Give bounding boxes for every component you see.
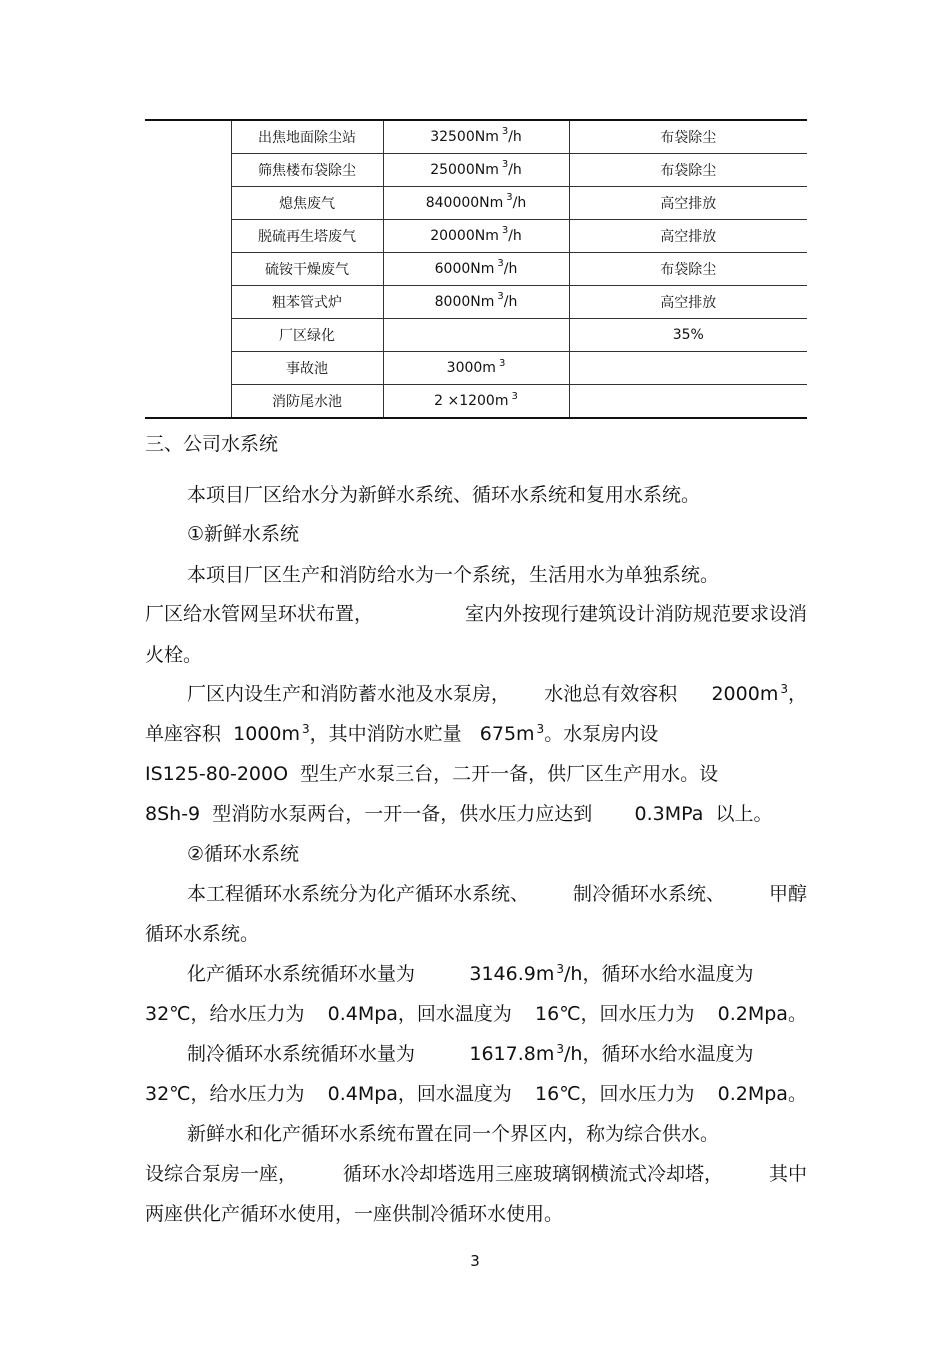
paragraph-line: 厂区内设生产和消防蓄水池及水泵房， 水池总有效容积 2000m $^3$， [187, 682, 807, 705]
table-row [145, 253, 807, 286]
table-cell-value: 2 ×1200m $^3$ [383, 385, 569, 419]
table-cell-name: 硫铵干燥废气 [231, 253, 383, 286]
table-cell-name: 脱硫再生塔废气 [231, 220, 383, 253]
paragraph-intro: 本项目厂区给水分为新鲜水系统、循环水系统和复用水系统。 [187, 484, 701, 506]
table-row [145, 154, 807, 187]
table-cell-value [383, 319, 569, 352]
table-cell-method: 高空排放 [569, 286, 807, 319]
table-blank-cell [145, 120, 231, 154]
paragraph-line: 8Sh-9 型消防水泵两台，一开一备，供水压力应达到 0.3MPa 以上。 [145, 803, 773, 825]
subheading-circulating-water: ②循环水系统 [187, 843, 300, 865]
paragraph-line: 本项目厂区生产和消防给水为一个系统，生活用水为单独系统。 [187, 564, 720, 586]
table-row [145, 319, 807, 352]
table-cell-value: 6000Nm $^{3/h}$ [383, 253, 569, 286]
table-cell-name: 事故池 [231, 352, 383, 385]
paragraph-line: 单座容积 1000m $^3$，其中消防水贮量 675m $^3$。水泵房内设 [145, 722, 659, 745]
table-cell-method: 布袋除尘 [569, 154, 807, 187]
table-blank-cell [145, 154, 231, 187]
table-cell-method [569, 352, 807, 385]
table-cell-name: 粗苯管式炉 [231, 286, 383, 319]
table-blank-cell [145, 319, 231, 352]
paragraph-line: 设综合泵房一座， 循环水冷却塔选用三座玻璃钢横流式冷却塔， 其中 [145, 1163, 807, 1185]
paragraph-line: 32℃，给水压力为 0.4Mpa，回水温度为 16℃，回水压力为 0.2Mpa。 [145, 1003, 807, 1025]
table-cell-value: 3000m $^3$ [383, 352, 569, 385]
table-cell-name: 筛焦楼布袋除尘 [231, 154, 383, 187]
table-cell-value: 20000Nm $^{3/h}$ [383, 220, 569, 253]
table-row [145, 286, 807, 319]
paragraph-line: 火栓。 [145, 644, 203, 666]
section-heading: 三、公司水系统 [145, 433, 279, 455]
table-cell-method [569, 385, 807, 419]
table-row [145, 352, 807, 385]
table-blank-cell [145, 352, 231, 385]
table-cell-method: 高空排放 [569, 187, 807, 220]
table-cell-method: 35% [569, 319, 807, 352]
paragraph-line: 本工程循环水系统分为化产循环水系统、 制冷循环水系统、 甲醇 [187, 883, 807, 905]
table-row [145, 385, 807, 419]
table-blank-cell [145, 220, 231, 253]
table-row [145, 120, 807, 154]
table-blank-cell [145, 187, 231, 220]
table-blank-cell [145, 286, 231, 319]
table-cell-value: 840000Nm $^{3/h}$ [383, 187, 569, 220]
emission-table [145, 119, 807, 419]
paragraph-line: IS125-80-200O 型生产水泵三台，二开一备，供厂区生产用水。设 [145, 763, 719, 785]
paragraph-line: 两座供化产循环水使用，一座供制冷循环水使用。 [145, 1203, 564, 1225]
paragraph-line: 化产循环水系统循环水量为 3146.9m $^3$/h，循环水给水温度为 [187, 962, 754, 985]
table-cell-name: 厂区绿化 [231, 319, 383, 352]
table-cell-method: 布袋除尘 [569, 253, 807, 286]
table-cell-name: 出焦地面除尘站 [231, 120, 383, 154]
page-number: 3 [470, 1252, 480, 1270]
paragraph-line: 制冷循环水系统循环水量为 1617.8m $^3$/h，循环水给水温度为 [187, 1042, 754, 1065]
table-blank-cell [145, 385, 231, 419]
table-cell-method: 高空排放 [569, 220, 807, 253]
table-cell-method: 布袋除尘 [569, 120, 807, 154]
table-blank-cell [145, 253, 231, 286]
subheading-fresh-water: ①新鲜水系统 [187, 523, 300, 545]
paragraph-line: 循环水系统。 [145, 923, 260, 945]
paragraph-line: 32℃，给水压力为 0.4Mpa，回水温度为 16℃，回水压力为 0.2Mpa。 [145, 1083, 807, 1105]
paragraph-line: 厂区给水管网呈环状布置， 室内外按现行建筑设计消防规范要求设消 [145, 603, 807, 625]
table-cell-value: 25000Nm $^{3/h}$ [383, 154, 569, 187]
table-cell-name: 消防尾水池 [231, 385, 383, 419]
table-cell-name: 熄焦废气 [231, 187, 383, 220]
table-row [145, 220, 807, 253]
paragraph-line: 新鲜水和化产循环水系统布置在同一个界区内，称为综合供水。 [187, 1123, 720, 1145]
table-cell-value: 32500Nm $^{3/h}$ [383, 120, 569, 154]
table-row [145, 187, 807, 220]
table-cell-value: 8000Nm $^{3/h}$ [383, 286, 569, 319]
